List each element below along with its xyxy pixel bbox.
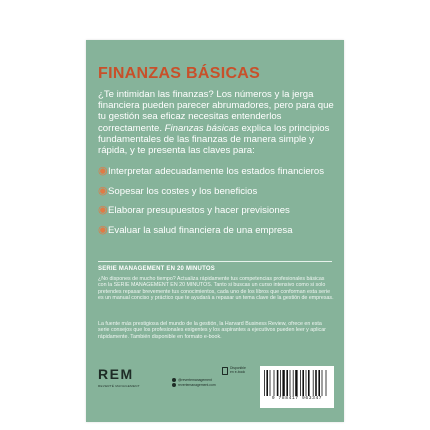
list-item <box>98 166 334 186</box>
barcode-bar <box>315 370 317 396</box>
book-back-cover <box>86 40 344 422</box>
list-item-label: Sopesar los costes y los beneficios <box>108 185 258 197</box>
social-handle: @revertemanagement <box>178 378 212 382</box>
publisher-logo: REM <box>98 366 134 382</box>
hbr-description: La fuente más prestigiosa del mundo de la gestión, la Harvard Business Review, ofrece en esta serie consejos que los profesionales exigentes y los aspirantes a ejecutivos pueden leer y aplicar rápidamente. También disponible en formato e-book. <box>98 321 326 340</box>
circled-dot-icon: ◉ <box>98 223 108 236</box>
barcode-bar <box>322 370 323 396</box>
key-points-list <box>98 166 334 244</box>
barcode-bar <box>270 370 271 396</box>
barcode-bar <box>313 370 314 396</box>
circled-dot-icon: ◉ <box>98 184 108 197</box>
circled-dot-icon: ◉ <box>98 204 108 216</box>
barcode-bars <box>264 370 330 396</box>
series-description: ¿No dispones de mucho tiempo? Actualiza rápidamente tus competencias profesionales básicas con la SERIE MANAGEMENT EN 20 MINUTOS. Tanto si buscas un curso intensivo como si solo pretendes repasar brevemente tus conocimientos, cada uno de los libros que conforman esta serie es un manual conciso y práctico que te ayudará a repasar un tema clave de la gestión de empresas. <box>98 276 334 301</box>
publisher-contact <box>172 378 216 387</box>
barcode-bar <box>282 370 284 396</box>
intro-paragraph <box>98 89 334 156</box>
list-item-label: Evaluar la salud financiera de una empresa <box>108 224 293 236</box>
web-row <box>172 383 216 388</box>
list-item-label: Elaborar presupuestos y hacer previsiones <box>108 205 290 216</box>
series-name: 20 MINUTOS <box>177 266 215 272</box>
barcode-bar <box>293 370 294 396</box>
series-label: SERIE MANAGEMENT EN <box>98 266 178 272</box>
cover-footer <box>98 366 334 406</box>
website: revertemanagement.com <box>178 382 216 387</box>
ebook-label: Disponible en e-book <box>230 366 246 374</box>
barcode-bar <box>280 370 281 396</box>
list-item-label: Interpretar adecuadamente los estados financieros <box>108 166 324 177</box>
book-title: FINANZAS BÁSICAS <box>98 65 261 82</box>
intro-text-2: explica los principios fundamentales de las finanzas de manera simple y rápida, y te presenta las claves para: <box>98 122 330 157</box>
section-divider <box>98 261 332 262</box>
publisher-subtitle: REVERTÉ MANAGEMENT <box>98 384 140 388</box>
barcode-bar <box>306 370 307 396</box>
barcode-bar <box>274 370 275 396</box>
barcode-bar <box>302 370 304 396</box>
isbn-number: 9 788417 963347 <box>271 396 323 401</box>
barcode-bar <box>286 370 288 396</box>
barcode-bar <box>290 370 291 396</box>
barcode-bar <box>295 370 297 396</box>
barcode-bar <box>318 370 320 396</box>
barcode-bar <box>277 370 279 396</box>
barcode-bar <box>266 370 268 396</box>
list-item <box>98 225 334 245</box>
list-item <box>98 205 334 225</box>
intro-text-1: ¿Te intimidan las finanzas? Los números y la jerga financiera pueden parecer abrumadores, pero para que tu gestión sea eficaz necesitas entenderlos correctamente. <box>98 89 334 134</box>
series-heading <box>98 266 215 272</box>
barcode-bar <box>264 370 265 396</box>
tablet-icon <box>222 367 228 375</box>
isbn-barcode <box>260 366 334 408</box>
list-item <box>98 186 334 206</box>
intro-emphasis: Finanzas básicas <box>164 122 239 134</box>
barcode-bar <box>300 370 301 396</box>
globe-icon <box>172 383 176 387</box>
ebook-badge <box>222 366 250 376</box>
barcode-bar <box>326 370 327 396</box>
circled-dot-icon: ◉ <box>98 165 108 177</box>
barcode-bar <box>308 370 310 396</box>
